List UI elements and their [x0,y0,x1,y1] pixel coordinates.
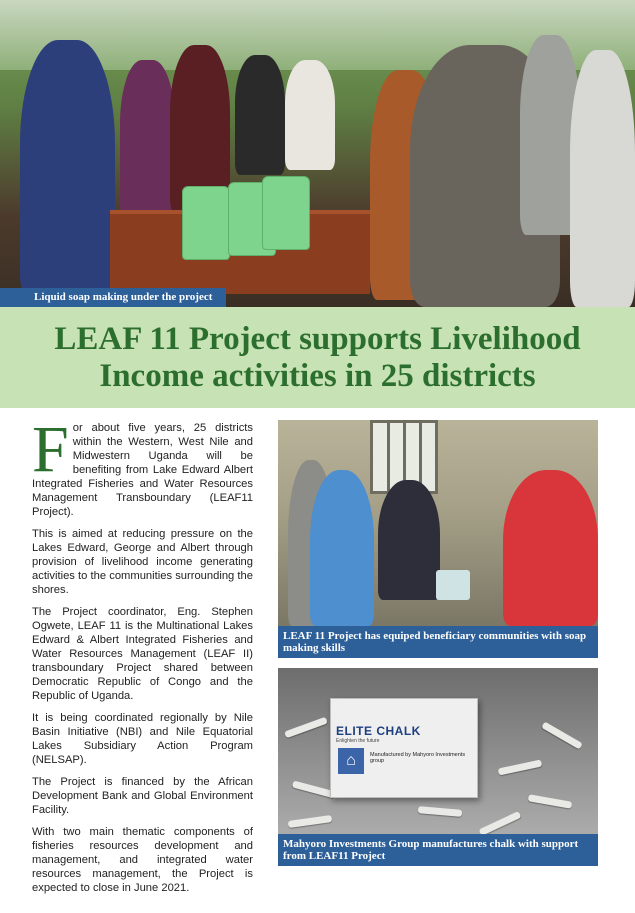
chalk-stick [479,811,522,836]
article-paragraph: The Project coordinator, Eng. Stephen Ogwete, LEAF 11 is the Multinational Lakes Edward & Albert Integrated Fisheries and Water Resources Management (LEAF II) transboundary Project shared between Democratic Republic of Congo and the Republic of Uganda. [32,606,253,702]
photo-person [310,470,374,626]
hero-person [235,55,285,175]
window-bar [419,423,422,491]
article-body [32,413,253,903]
hero-photo [0,0,635,307]
article-paragraph: It is being coordinated regionally by Nile Basin Initiative (NBI) and Nile Equatorial Lakes Subsidiary Action Program (NELSAP). [32,712,253,766]
hero-caption: Liquid soap making under the project [0,288,226,307]
article-paragraph: The Project is financed by the African Development Bank and Global Environment Facility. [32,776,253,816]
drop-cap: F [32,413,69,486]
hero-person [570,50,635,307]
chalk-stick [284,717,328,739]
hero-person [120,60,175,220]
chalk-photo [278,668,598,859]
soap-jug [182,186,230,260]
photo-person [378,480,440,600]
window-bar [387,423,390,491]
chalk-box-tagline: Enlighten the future [336,738,380,744]
chalk-stick [528,794,573,809]
article-title-line1: LEAF 11 Project supports Livelihood [54,321,581,357]
photo-person [503,470,598,626]
photo-bucket [436,570,470,600]
hero-person [20,40,115,300]
chalk-stick [418,806,462,817]
photo2-caption: Mahyoro Investments Group manufactures chalk with support from LEAF11 Project [278,834,598,866]
hero-person [285,60,335,170]
soap-making-photo [278,420,598,626]
chalk-box-label: ELITE CHALK [336,724,421,738]
chalk-stick [498,760,542,776]
article-title-line2: Income activities in 25 districts [99,358,536,394]
article-paragraph [32,413,253,519]
house-icon: ⌂ [338,748,364,774]
title-band [0,307,635,408]
article-paragraph: With two main thematic components of fisheries resources development and management, and integrated water resources management, the Project is expected to close in June 2021. [32,826,253,894]
paragraph-text: or about five years, 25 districts within the Western, West Nile and Midwestern Uganda will be benefiting from Lake Edward Albert Integrated Fisheries and Water Resources Management Transboundary (LEAF11 Project). [32,422,253,518]
chalk-stick [288,815,333,828]
chalk-stick [541,721,583,749]
chalk-box-subtext: Manufactured by Mahyoro Investments group [370,752,466,764]
soap-jug [262,176,310,250]
article-paragraph: This is aimed at reducing pressure on the Lakes Edward, George and Albert through provision of livelihood income generating activities to the communities surrounding the shores. [32,528,253,596]
photo1-caption: LEAF 11 Project has equiped beneficiary communities with soap making skills [278,626,598,658]
article-title [0,321,635,395]
